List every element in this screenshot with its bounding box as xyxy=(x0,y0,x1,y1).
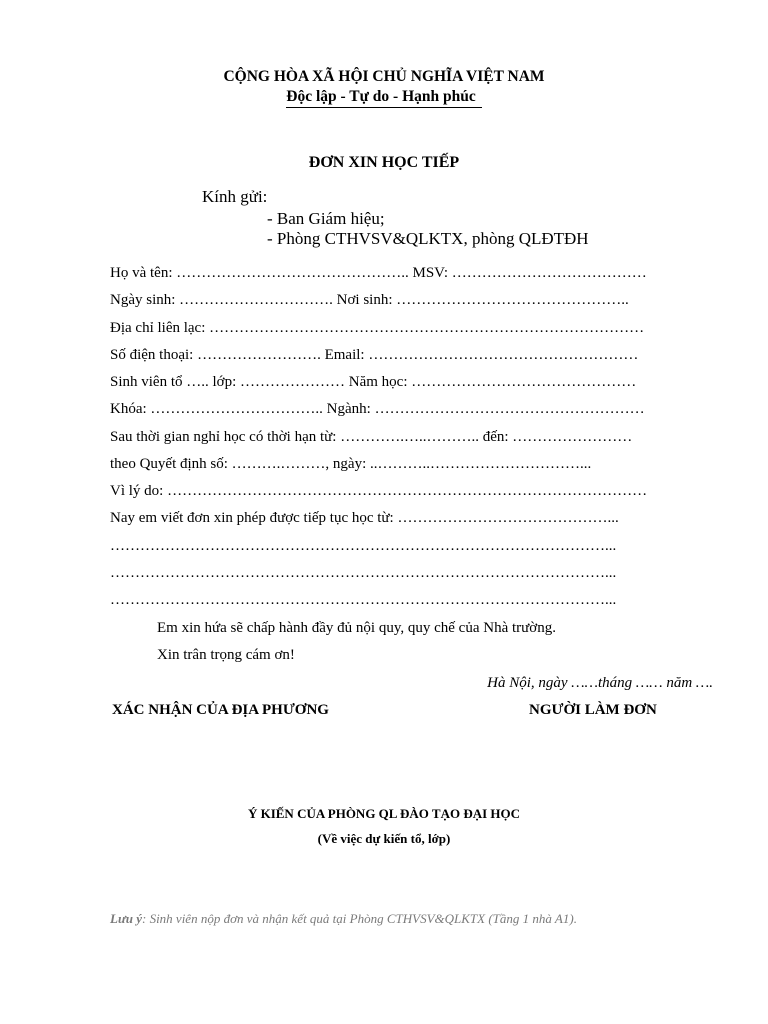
footnote-label: Lưu ý xyxy=(110,911,142,926)
recipient-office: - Phòng CTHVSV&QLKTX, phòng QLĐTĐH xyxy=(267,229,589,248)
field-name-student-id: Họ và tên: ……………………………………….. MSV: ………………………………… xyxy=(110,265,647,281)
department-opinion-title: Ý KIẾN CỦA PHÒNG QL ĐÀO TẠO ĐẠI HỌC xyxy=(247,806,521,821)
greeting-salutation: Kính gửi: xyxy=(202,187,268,206)
thanks-paragraph: Xin trân trọng cám ơn! xyxy=(157,647,295,663)
field-group-class-year: Sinh viên tổ ….. lớp: ………………… Năm học: ……………………………………… xyxy=(110,374,637,390)
field-decision: theo Quyết định số: ……….………, ngày: ..………..…………………………... xyxy=(110,456,592,472)
footnote-text: : Sinh viên nộp đơn và nhận kết quả tại Phòng CTHVSV&QLKTX (Tầng 1 nhà A1). xyxy=(141,911,577,926)
field-phone-email: Số điện thoại: ……………………. Email: ……………………………………………… xyxy=(110,347,639,363)
form-title: ĐƠN XIN HỌC TIẾP xyxy=(308,154,460,171)
applicant-signature-heading: NGƯỜI LÀM ĐƠN xyxy=(529,702,657,718)
field-resume-date: Nay em viết đơn xin phép được tiếp tục học từ: ……………………………………... xyxy=(110,510,619,526)
blank-line: ………………………………………………………………………………………... xyxy=(110,592,617,608)
field-address: Địa chỉ liên lạc: …………………………………………………………………………… xyxy=(110,320,645,336)
department-opinion-subtitle: (Về việc dự kiến tổ, lớp) xyxy=(317,831,451,846)
field-course-major: Khóa: …………………………….. Ngành: ……………………………………………… xyxy=(110,401,645,417)
recipient-board: - Ban Giám hiệu; xyxy=(267,209,385,228)
field-reason: Vì lý do: …………………………………………………………………………………… xyxy=(110,483,648,499)
promise-paragraph: Em xin hứa sẽ chấp hành đầy đủ nội quy, quy chế của Nhà trường. xyxy=(157,620,556,636)
motto-heading: Độc lập - Tự do - Hạnh phúc xyxy=(286,88,481,108)
local-confirmation-heading: XÁC NHẬN CỦA ĐỊA PHƯƠNG xyxy=(112,702,329,718)
field-leave-period: Sau thời gian nghỉ học có thời hạn từ: ………….…..……….. đến: …………………… xyxy=(110,429,633,445)
motto-container xyxy=(0,88,768,108)
date-line: Hà Nội, ngày ……tháng …… năm …. xyxy=(487,675,713,691)
blank-line: ………………………………………………………………………………………... xyxy=(110,565,617,581)
footnote xyxy=(110,911,577,927)
nation-heading: CỘNG HÒA XÃ HỘI CHỦ NGHĨA VIỆT NAM xyxy=(223,68,545,85)
blank-line: ………………………………………………………………………………………... xyxy=(110,538,617,554)
field-birth: Ngày sinh: …………………………. Nơi sinh: ……………………………………….. xyxy=(110,292,629,308)
